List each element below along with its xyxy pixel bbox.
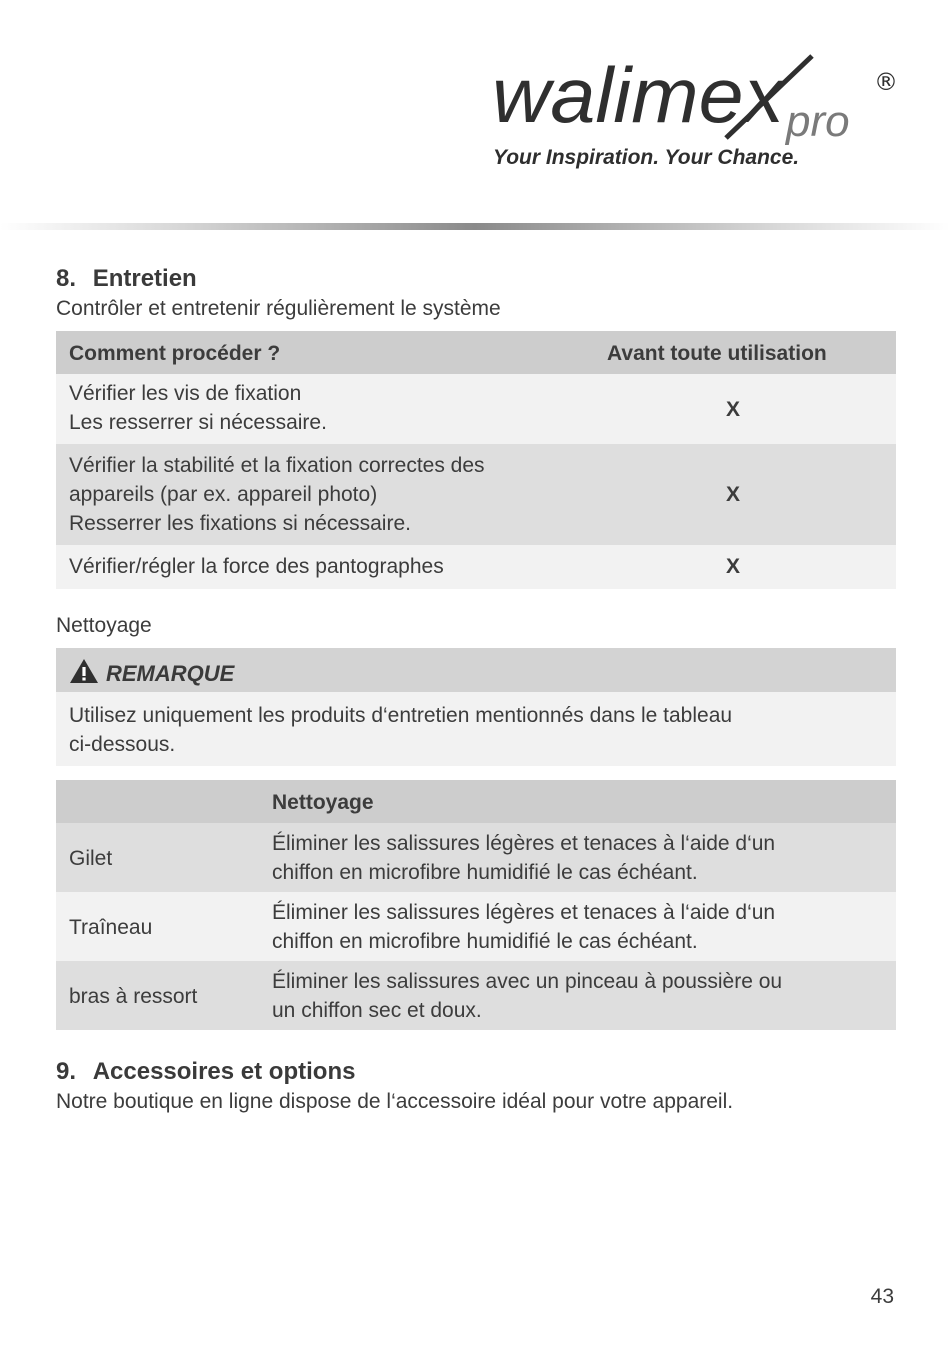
col-before-use-header: Avant toute utilisation bbox=[607, 342, 827, 365]
check-mark: X bbox=[726, 398, 741, 421]
cleaning-text bbox=[272, 967, 782, 1025]
col-how-header: Comment procéder ? bbox=[69, 342, 281, 365]
table-row bbox=[56, 892, 896, 961]
warning-triangle-icon bbox=[69, 657, 99, 685]
note-text bbox=[69, 701, 732, 759]
maintenance-table bbox=[56, 331, 896, 589]
table-row bbox=[56, 545, 896, 589]
brand-tagline: Your Inspiration. Your Chance. bbox=[493, 146, 800, 169]
item-name: Gilet bbox=[69, 847, 113, 870]
cleaning-table-header bbox=[56, 780, 896, 823]
table-row bbox=[56, 444, 896, 545]
cleaning-line: chiffon en microfibre humidifié le cas échéant. bbox=[272, 930, 698, 953]
section-8-intro: Contrôler et entretenir régulièrement le système bbox=[56, 297, 501, 320]
cleaning-line: chiffon en microfibre humidifié le cas échéant. bbox=[272, 861, 698, 884]
section-8-title: Entretien bbox=[92, 265, 197, 292]
registered-mark: ® bbox=[874, 68, 898, 96]
item-name: bras à ressort bbox=[69, 985, 198, 1008]
table-row bbox=[56, 823, 896, 892]
row-line: Resserrer les fixations si nécessaire. bbox=[69, 512, 411, 535]
section-8-number: 8. bbox=[56, 265, 77, 292]
cleaning-text bbox=[272, 829, 775, 887]
section-9-number: 9. bbox=[56, 1058, 77, 1085]
header-divider bbox=[0, 223, 950, 230]
section-9-text: Notre boutique en ligne dispose de l‘accessoire idéal pour votre appareil. bbox=[56, 1090, 734, 1113]
note-title: REMARQUE bbox=[106, 661, 235, 686]
item-name: Traîneau bbox=[69, 916, 153, 939]
logo-wordmark: walimex bbox=[492, 51, 788, 139]
cleaning-line: Éliminer les salissures légères et tenaces à l‘aide d‘un bbox=[272, 832, 776, 855]
section-9-title: Accessoires et options bbox=[92, 1058, 356, 1085]
cleaning-line: Éliminer les salissures avec un pinceau à poussière ou bbox=[272, 970, 783, 993]
check-mark: X bbox=[726, 483, 741, 506]
table-row bbox=[56, 961, 896, 1030]
row-line: Les resserrer si nécessaire. bbox=[69, 411, 327, 434]
col-cleaning-header: Nettoyage bbox=[272, 791, 374, 814]
cleaning-text bbox=[272, 898, 775, 956]
section-9-heading bbox=[56, 1058, 355, 1086]
row-line: appareils (par ex. appareil photo) bbox=[69, 483, 378, 506]
note-header bbox=[56, 648, 896, 692]
section-8-heading bbox=[56, 265, 197, 293]
row-text bbox=[69, 379, 327, 437]
row-text bbox=[69, 451, 485, 538]
row-line: Vérifier/régler la force des pantographes bbox=[69, 555, 444, 578]
cleaning-table bbox=[56, 780, 896, 1030]
note-line: Utilisez uniquement les produits d‘entretien mentionnés dans le tableau bbox=[69, 704, 733, 727]
row-text bbox=[69, 552, 444, 581]
logo-pro: pro bbox=[786, 97, 850, 146]
page-number: 43 bbox=[870, 1285, 894, 1308]
cleaning-line: un chiffon sec et doux. bbox=[272, 999, 482, 1022]
cleaning-label: Nettoyage bbox=[56, 614, 152, 637]
table-row bbox=[56, 374, 896, 444]
row-line: Vérifier la stabilité et la fixation correctes des bbox=[69, 454, 485, 477]
note-line: ci-dessous. bbox=[69, 733, 176, 756]
row-line: Vérifier les vis de fixation bbox=[69, 382, 302, 405]
maintenance-table-header bbox=[56, 331, 896, 374]
note-body bbox=[56, 692, 896, 766]
check-mark: X bbox=[726, 555, 741, 578]
cleaning-line: Éliminer les salissures légères et tenaces à l‘aide d‘un bbox=[272, 901, 776, 924]
